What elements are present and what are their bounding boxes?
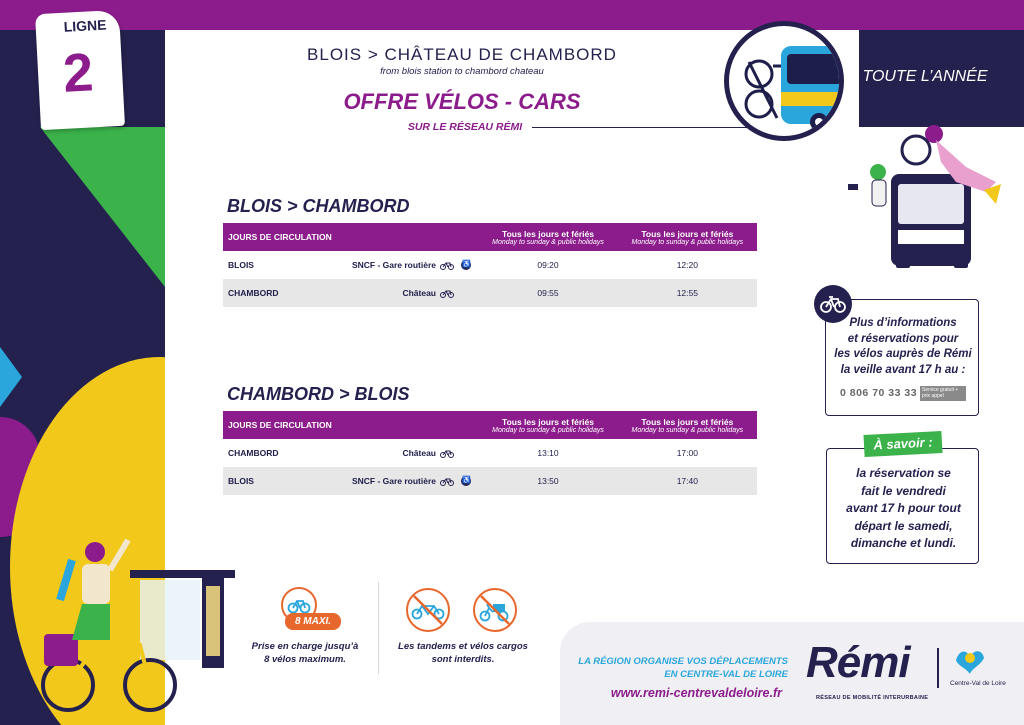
time-cell: 12:20 xyxy=(676,260,698,270)
bike-icon xyxy=(814,285,852,323)
time-cell: 13:10 xyxy=(537,448,559,458)
table-row xyxy=(223,251,757,279)
region-logo-icon xyxy=(952,646,988,676)
table-header-row xyxy=(223,411,757,439)
line-number: 2 xyxy=(61,42,95,104)
stop-cell: Château xyxy=(402,448,437,458)
icons-cell xyxy=(440,279,478,307)
section-title-return: CHAMBORD > BLOIS xyxy=(227,384,410,404)
cyclist-bus-illustration xyxy=(836,112,1006,272)
stop-cell: SNCF - Gare routière xyxy=(351,260,437,270)
time-cell: 12:55 xyxy=(618,279,757,307)
rules-divider xyxy=(378,582,379,674)
remi-tagline: RÉSEAU DE MOBILITÉ INTERURBAINE xyxy=(816,695,929,701)
no-cargo-bike-icon xyxy=(473,588,517,632)
column-header: Tous les jours et fériés Monday to sunday & public holidays xyxy=(618,411,757,439)
notice-box xyxy=(826,448,979,564)
remi-logo: Rémi xyxy=(806,638,910,687)
cyclist-bus-stop-illustration xyxy=(10,530,240,720)
column-header: Tous les jours et fériés Monday to sunday & public holidays xyxy=(478,223,617,251)
bike-icon xyxy=(440,449,454,458)
column-header: Tous les jours et fériés Monday to sunday & public holidays xyxy=(478,411,617,439)
blue-triangle xyxy=(0,347,22,407)
forbidden-note: Les tandems et vélos cargos sont interdits. xyxy=(398,641,528,665)
bike-icon xyxy=(440,477,454,486)
schedule-table-return xyxy=(223,411,757,495)
stop-cell: Château xyxy=(319,279,440,307)
section-title-outbound: BLOIS > CHAMBORD xyxy=(227,196,410,216)
region-logo-label: Centre-Val de Loire xyxy=(950,680,1006,687)
table-row xyxy=(223,439,757,467)
time-cell: 09:20 xyxy=(537,260,559,270)
time-cell: 13:50 xyxy=(478,467,617,495)
column-header: Tous les jours et fériés Monday to sunday & public holidays xyxy=(618,223,757,251)
time-cell: 17:00 xyxy=(676,448,698,458)
website-link[interactable]: www.remi-centrevaldeloire.fr xyxy=(610,686,782,700)
route-subtitle: from blois station to chambord chateau xyxy=(380,66,544,77)
network-label: SUR LE RÉSEAU RÉMI xyxy=(398,121,532,133)
phone-number[interactable]: 0 806 70 33 33 xyxy=(840,387,918,399)
table-row xyxy=(223,279,757,307)
bike-icon xyxy=(440,261,454,270)
city-cell: BLOIS xyxy=(223,467,319,495)
time-cell: 09:55 xyxy=(478,279,617,307)
green-shape xyxy=(40,127,165,287)
top-purple-band xyxy=(0,0,1024,30)
route-title: BLOIS > CHÂTEAU DE CHAMBORD xyxy=(307,45,617,64)
info-text: Plus d’informations et réservations pour les vélos auprès de Rémi la veille avant 17 h au : xyxy=(834,317,972,376)
icons-cell xyxy=(440,467,478,495)
phone-tariff-tag: Service gratuit + prix appel xyxy=(920,386,966,401)
notice-text: la réservation se fait le vendredi avant 17 h pour tout départ le samedi, dimanche et lundi. xyxy=(846,466,961,550)
season-label: TOUTE L’ANNÉE xyxy=(862,68,988,85)
days-header: JOURS DE CIRCULATION xyxy=(223,411,478,439)
offer-title: OFFRE VÉLOS - CARS xyxy=(343,89,581,114)
city-cell: BLOIS xyxy=(228,260,254,270)
accessibility-icon: ♿ xyxy=(462,261,471,269)
notice-tag: À savoir : xyxy=(863,431,942,457)
stop-cell: SNCF - Gare routière xyxy=(319,467,440,495)
capacity-note: Prise en charge jusqu’à 8 vélos maximum. xyxy=(251,641,359,665)
bike-icon xyxy=(440,289,454,298)
accessibility-icon: ♿ xyxy=(462,477,471,485)
bike-badge xyxy=(814,285,852,323)
city-cell: CHAMBORD xyxy=(228,448,279,458)
table-header-row xyxy=(223,223,757,251)
icons-cell xyxy=(440,439,478,467)
days-header: JOURS DE CIRCULATION xyxy=(223,223,478,251)
schedule-table-outbound xyxy=(223,223,757,307)
line-label: LIGNE xyxy=(63,16,107,35)
bus-bike-rack-illustration xyxy=(724,21,844,141)
time-cell: 17:40 xyxy=(618,467,757,495)
max-capacity-badge: 8 MAXI. xyxy=(285,613,341,630)
logo-divider xyxy=(937,648,939,688)
region-tagline: LA RÉGION ORGANISE VOS DÉPLACEMENTS EN CENTRE-VAL DE LOIRE xyxy=(578,656,788,680)
city-cell: CHAMBORD xyxy=(223,279,319,307)
icons-cell xyxy=(440,251,478,279)
line-number-card xyxy=(35,10,125,130)
table-row xyxy=(223,467,757,495)
no-tandem-icon xyxy=(406,588,450,632)
